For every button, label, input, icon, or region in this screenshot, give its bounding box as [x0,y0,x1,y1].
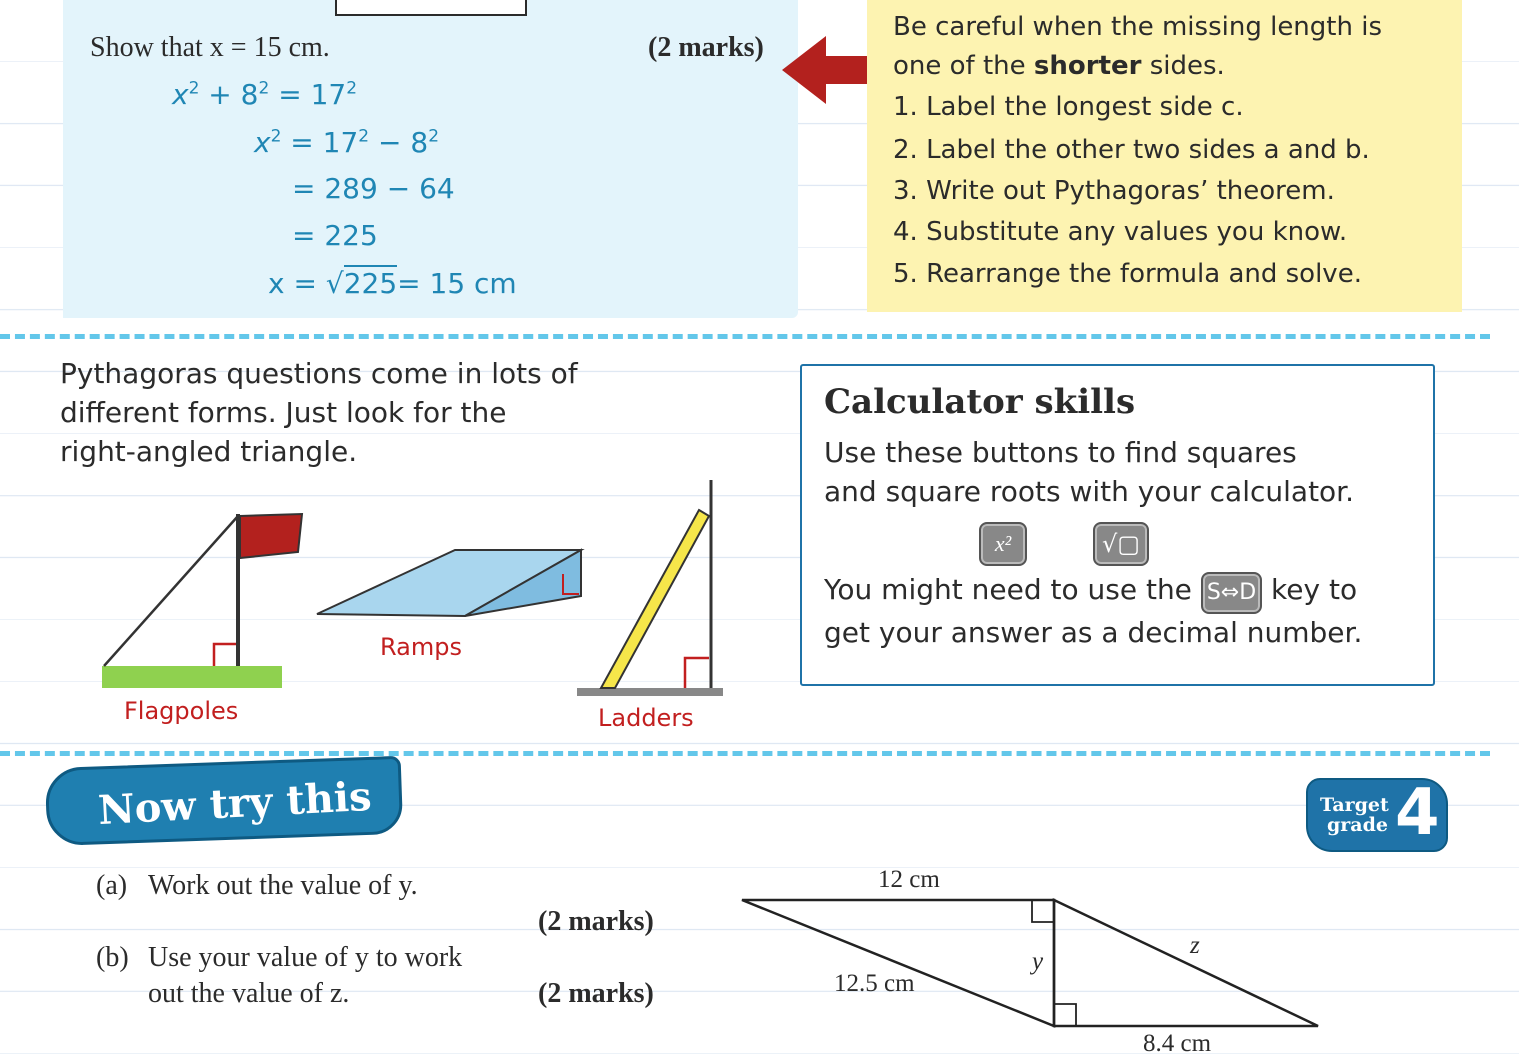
flagpole-illustration [100,508,310,690]
calculator-line-1: Use these buttons to find squares [824,436,1297,469]
dimension-y: y [1032,948,1044,975]
question-a-text: Work out the value of y. [148,870,418,901]
tip-step-5: 5. Rearrange the formula and solve. [893,259,1362,289]
dimension-bottom: 8.4 cm [1143,1030,1212,1057]
question-marks: (2 marks) [648,32,764,63]
question-a-label: (a) [96,870,128,901]
answer-box-edge [335,0,527,16]
question-b-text-2: out the value of z. [148,978,350,1009]
working-step-1: $x^2 + 8^2 = 17^2$ [172,78,358,111]
target-grade-number: 4 [1395,776,1440,850]
target-grade-word-1: Target [1320,794,1389,816]
ramps-label: Ramps [380,633,462,661]
working-step-3: = 289 − 64 [292,172,455,205]
tip-step-1: 1. Label the longest side c. [893,92,1244,122]
working-step-4: = 225 [292,219,378,252]
now-try-this-title: Now try this [96,772,373,835]
flagpoles-label: Flagpoles [124,697,239,725]
dimension-top: 12 cm [878,866,940,893]
tip-line-1: Be careful when the missing length is [893,12,1382,42]
tip-step-3: 3. Write out Pythagoras’ theorem. [893,176,1335,206]
intro-line-1: Pythagoras questions come in lots of [60,357,578,390]
dimension-hypotenuse-left: 12.5 cm [834,970,915,997]
target-grade-word-2: grade [1327,814,1388,836]
working-step-2: $x^2 = 17^2 - 8^2$ [254,126,440,159]
red-arrow-icon [782,36,878,104]
dashed-divider-top [0,334,1490,339]
calculator-line-3: You might need to use the S⇔D key to [824,572,1357,614]
sd-key-icon: S⇔D [1201,572,1262,614]
square-key-icon: x² [979,522,1027,566]
question-text: Show that x = 15 cm. [90,32,330,63]
calculator-skills-title: Calculator skills [824,382,1136,422]
question-b-label: (b) [96,942,129,973]
ramp-illustration [315,546,587,622]
square-root-key-icon: √▢ [1093,522,1149,566]
question-b-marks: (2 marks) [538,978,654,1009]
intro-line-2: different forms. Just look for the [60,396,507,429]
ladders-label: Ladders [598,704,694,732]
dimension-z: z [1190,932,1200,959]
tip-line-2: one of the shorter sides. [893,51,1225,81]
question-a-marks: (2 marks) [538,906,654,937]
question-b-text-1: Use your value of y to work [148,942,463,973]
tip-step-4: 4. Substitute any values you know. [893,217,1348,247]
calculator-line-4: get your answer as a decimal number. [824,616,1363,649]
working-step-5: x = √225= 15 cm [268,267,517,300]
ladder-illustration [575,478,725,698]
dashed-divider-bottom [0,751,1490,756]
intro-line-3: right-angled triangle. [60,435,358,468]
calculator-line-2: and square roots with your calculator. [824,475,1355,508]
tip-step-2: 2. Label the other two sides a and b. [893,135,1370,165]
